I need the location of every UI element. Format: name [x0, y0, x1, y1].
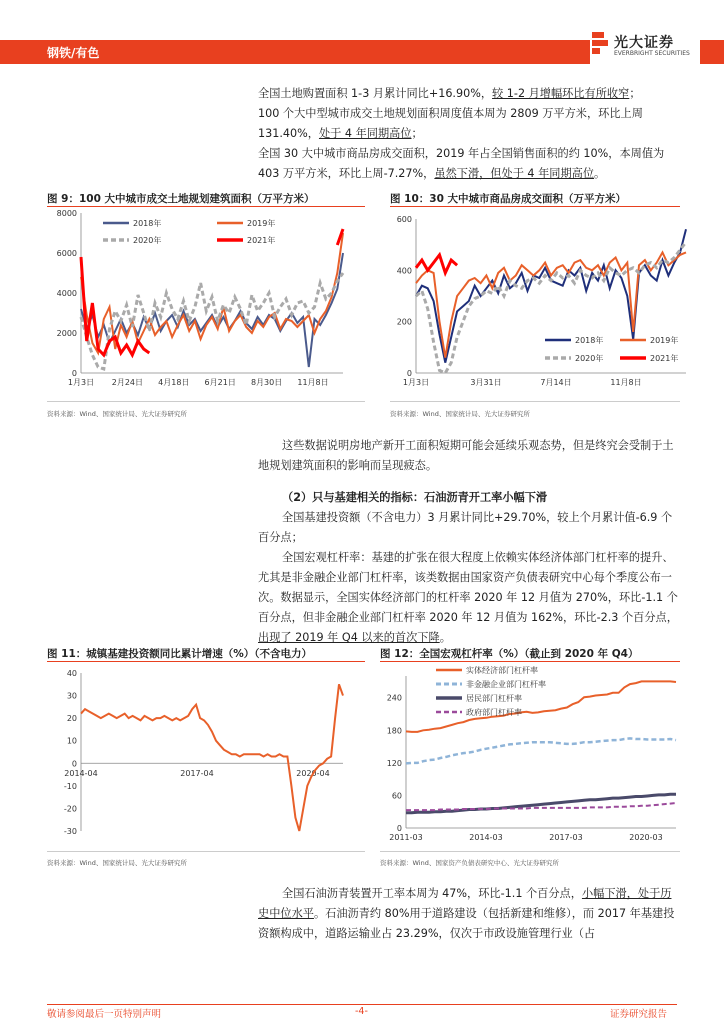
paragraph-housing-sales — [258, 144, 682, 184]
highlight-text: 小幅下滑，处于历史中位水平 — [258, 887, 672, 920]
legend-label: 2018年 — [133, 219, 162, 228]
series-line — [406, 738, 676, 763]
legend-label: 2020年 — [575, 354, 604, 363]
x-tick-label: 8月30日 — [250, 378, 283, 387]
paragraph-text: 全国土地购置面积 1-3 月累计同比+16.90%， — [258, 87, 493, 100]
paragraph-text: 。 — [425, 459, 438, 472]
chart-land-planning — [47, 207, 365, 397]
brand-block — [590, 30, 700, 64]
paragraph-leverage — [258, 548, 682, 648]
paragraph-text: 全国石油沥青装置开工率本周为 47%，环比-1.1 个百分点， — [282, 887, 582, 900]
legend-label: 政府部门杠杆率 — [466, 708, 522, 717]
figure-9-title: 图 9：100 大中城市成交土地规划建筑面积（万平方米） — [47, 193, 315, 205]
paragraph-text: 100 个大中型城市成交土地规划面积周度值本周为 2809 万平方米，环比上周 131.40%， — [258, 107, 643, 140]
y-tick-label: 60 — [391, 791, 402, 801]
legend-label: 实体经济部门杠杆率 — [466, 666, 538, 675]
page-number: -4- — [355, 1006, 368, 1017]
footer-rule — [47, 1004, 677, 1005]
paragraph-asphalt — [258, 884, 682, 944]
x-tick-label: 3月31日 — [470, 378, 502, 387]
y-tick-label: 0 — [406, 369, 412, 378]
paragraph-land-purchase — [258, 84, 682, 104]
y-tick-label: -20 — [63, 804, 77, 814]
figure-12-bottom-rule — [380, 851, 680, 852]
x-tick-label: 4月18日 — [158, 378, 190, 387]
y-tick-label: 120 — [386, 758, 402, 768]
x-tick-label: 2020-04 — [296, 769, 330, 778]
paragraph-text: ； — [629, 87, 641, 100]
y-tick-label: 40 — [66, 669, 77, 678]
x-tick-label: 1月3日 — [402, 378, 430, 387]
y-tick-label: 0 — [396, 824, 402, 833]
series-line — [416, 255, 457, 273]
subsection-heading: （2）只与基建相关的指标：石油沥青开工率小幅下滑 — [282, 491, 548, 504]
brand-name: 光大证券 — [614, 35, 674, 51]
paragraph-infrastructure-investment — [258, 508, 682, 548]
x-tick-label: 2017-04 — [180, 769, 214, 778]
paragraph-text: 全国 30 大中城市商品房成交面积，2019 年占全国销售面积的约 10%，本周值为 403 万平方米，环比上周-7.27%， — [258, 147, 665, 180]
x-tick-label: 2月24日 — [111, 378, 144, 387]
x-tick-label: 2011-03 — [389, 833, 423, 842]
y-tick-label: 8000 — [56, 209, 77, 218]
paragraph-text: 。石油沥青约 80%用于道路建设（包括新建和维修），而 2017 年基建投资额构成中，道路运输业占 23.29%，仅次于市政设施管理行业（占 — [258, 907, 675, 940]
chart-housing-sales — [390, 207, 690, 397]
figure-11-title: 图 11：城镇基建投资额同比累计增速（%）（不含电力） — [47, 648, 313, 660]
y-tick-label: 200 — [396, 317, 412, 327]
x-tick-label: 1月3日 — [67, 378, 95, 387]
legend-label: 2018年 — [575, 336, 604, 345]
section-tag: 钢铁/有色 — [47, 46, 100, 60]
x-tick-label: 11月8日 — [297, 378, 329, 387]
y-tick-label: 4000 — [56, 289, 77, 298]
figure-9-bottom-rule — [47, 401, 365, 402]
y-tick-label: 10 — [66, 736, 77, 746]
x-tick-label: 2017-03 — [549, 833, 583, 842]
y-tick-label: 180 — [386, 726, 402, 736]
brand-english-name: EVERBRIGHT SECURITIES — [614, 50, 690, 57]
figure-11-source: 资料来源：Wind、国家统计局、光大证券研究所 — [47, 859, 187, 867]
x-tick-label: 6月21日 — [204, 378, 236, 387]
paragraph-conclusion — [258, 436, 682, 476]
highlight-text: 处于 4 年同期高位 — [318, 127, 412, 140]
y-tick-label: 6000 — [56, 249, 77, 258]
legend-label: 2021年 — [650, 354, 679, 363]
footer-report-type: 证券研究报告 — [610, 1009, 668, 1020]
brand-logo-icon — [590, 30, 612, 58]
y-tick-label: 20 — [66, 714, 77, 724]
y-tick-label: 600 — [396, 215, 412, 224]
figure-11-rule — [47, 661, 365, 662]
y-tick-label: -10 — [63, 781, 77, 791]
y-tick-label: 2000 — [56, 329, 77, 338]
y-tick-label: 30 — [66, 691, 77, 701]
paragraph-text: 。 — [439, 631, 451, 644]
legend-label: 2019年 — [650, 336, 679, 345]
paragraph-text: 全国宏观杠杆率：基建的扩张在很大程度上依赖实体经济体部门杠杆率的提升、尤其是非金融企业部门杠杆率，该类数据由国家资产负债表研究中心每个季度公布一次。数据显示，全国实体经济部门的杠杆率 2020 年 12 月值为 270%，环比-1.1 个百分点，但非金融企业部门杠杆率 2020 年 12 月值为 162%，环比-2.3 个百分点， — [258, 551, 678, 624]
series-line — [81, 229, 343, 355]
y-tick-label: 400 — [396, 266, 412, 276]
figure-12-source: 资料来源：Wind、国家资产负债表研究中心、光大证券研究所 — [380, 859, 559, 867]
highlight-text: 虽然下滑，但处于 4 年同期高位 — [434, 167, 595, 180]
chart-macro-leverage — [380, 662, 680, 848]
y-tick-label: 240 — [386, 693, 402, 703]
paragraph-land-planning — [258, 104, 682, 144]
highlight-text: 出现了 2019 年 Q4 以来的首次下降 — [258, 631, 440, 644]
paragraph-text: 。 — [594, 167, 606, 180]
figure-10-title: 图 10：30 大中城市商品房成交面积（万平方米） — [390, 193, 627, 205]
figure-12-title: 图 12：全国宏观杠杆率（%）（截止到 2020 年 Q4） — [380, 648, 639, 660]
legend-label: 非金融企业部门杠杆率 — [466, 680, 546, 689]
footer-disclaimer-note: 敬请参阅最后一页特别声明 — [47, 1009, 162, 1020]
y-tick-label: 0 — [71, 759, 77, 769]
figure-10-bottom-rule — [390, 401, 680, 402]
y-tick-label: 0 — [71, 369, 77, 378]
x-tick-label: 2014-03 — [469, 833, 503, 842]
x-tick-label: 2020-03 — [629, 833, 663, 842]
chart-infrastructure-growth — [47, 668, 365, 848]
highlight-text: 较 1-2 月增幅环比有所收窄 — [492, 87, 630, 100]
legend-label: 居民部门杠杆率 — [466, 694, 522, 703]
series-line — [81, 684, 343, 831]
series-line — [81, 233, 343, 353]
legend-label: 2019年 — [247, 219, 276, 228]
paragraph-text: 这些数据说明房地产新开工面积短期可能会延续乐观态势，但是终究会受制于土地规划建筑面积的影响而呈现疲态 — [258, 439, 674, 472]
x-tick-label: 11月8日 — [610, 378, 642, 387]
paragraph-text: 全国基建投资额（不含电力）3 月累计同比+29.70%，较上个月累计值-6.9 个百分点； — [258, 511, 673, 544]
paragraph-text: ； — [411, 127, 423, 140]
y-tick-label: -30 — [63, 827, 77, 836]
legend-label: 2021年 — [247, 236, 276, 245]
x-tick-label: 7月14日 — [540, 378, 572, 387]
figure-11-bottom-rule — [47, 851, 365, 852]
legend-label: 2020年 — [133, 236, 162, 245]
x-tick-label: 2014-04 — [64, 769, 98, 778]
figure-9-source: 资料来源：Wind、国家统计局、光大证券研究所 — [47, 410, 187, 418]
figure-10-source: 资料来源：Wind、国家统计局、光大证券研究所 — [390, 410, 530, 418]
